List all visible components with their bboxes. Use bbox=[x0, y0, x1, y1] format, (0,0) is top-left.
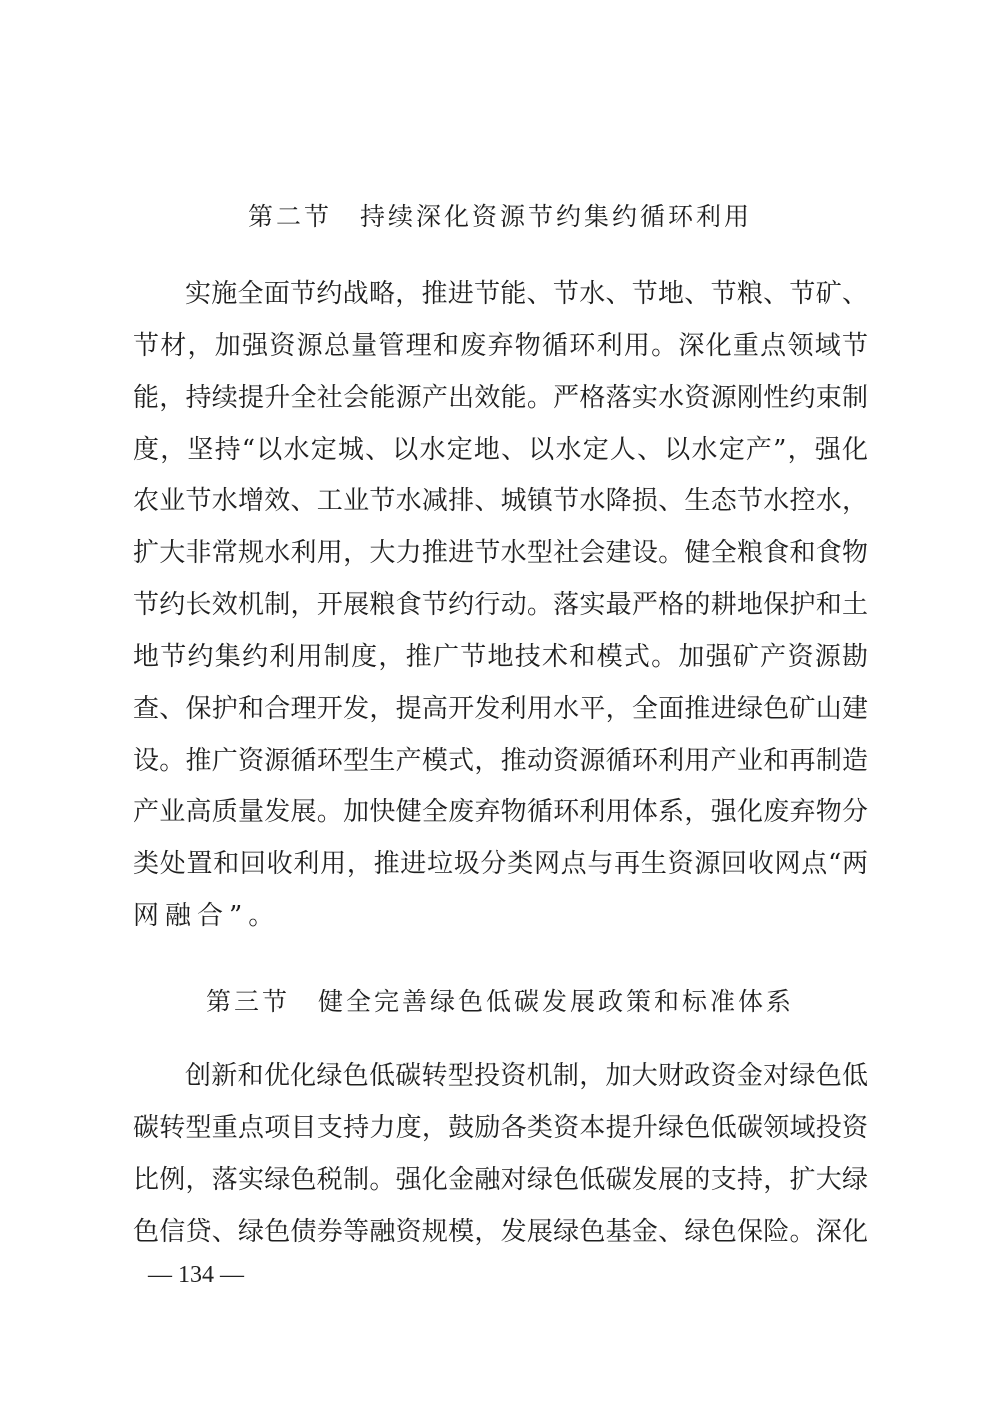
section-heading bbox=[0, 982, 1000, 1018]
text-line: 能，持续提升全社会能源产出效能。严格落实水资源刚性约束制 bbox=[133, 383, 868, 413]
text-line: 产业高质量发展。加快健全废弃物循环利用体系，强化废弃物分 bbox=[133, 797, 868, 827]
text-line: 设。推广资源循环型生产模式，推动资源循环利用产业和再制造 bbox=[133, 746, 868, 776]
text-line: 查、保护和合理开发，提高开发利用水平，全面推进绿色矿山建 bbox=[133, 694, 868, 724]
text-line: 度，坚持“以水定城、以水定地、以水定人、以水定产”，强化 bbox=[133, 435, 868, 465]
section-number: 第三节 bbox=[205, 987, 290, 1016]
section-heading bbox=[0, 197, 1000, 233]
text-line: 创新和优化绿色低碳转型投资机制，加大财政资金对绿色低 bbox=[185, 1061, 868, 1091]
text-line: 网融合”。 bbox=[133, 901, 281, 931]
section-title: 持续深化资源节约集约循环利用 bbox=[360, 202, 753, 231]
section-title: 健全完善绿色低碳发展政策和标准体系 bbox=[318, 987, 795, 1016]
text-line: 地节约集约利用制度，推广节地技术和模式。加强矿产资源勘 bbox=[133, 642, 868, 672]
text-line: 类处置和回收利用，推进垃圾分类网点与再生资源回收网点“两 bbox=[133, 849, 868, 879]
section-number: 第二节 bbox=[247, 202, 332, 231]
text-line: 碳转型重点项目支持力度，鼓励各类资本提升绿色低碳领域投资 bbox=[133, 1113, 868, 1143]
page-number: — 134 — bbox=[148, 1262, 244, 1288]
text-line: 农业节水增效、工业节水减排、城镇节水降损、生态节水控水， bbox=[133, 486, 868, 516]
text-line: 色信贷、绿色债券等融资规模，发展绿色基金、绿色保险。深化 bbox=[133, 1217, 868, 1247]
text-line: 比例，落实绿色税制。强化金融对绿色低碳发展的支持，扩大绿 bbox=[133, 1165, 868, 1195]
text-line: 实施全面节约战略，推进节能、节水、节地、节粮、节矿、 bbox=[185, 279, 868, 309]
text-line: 节材，加强资源总量管理和废弃物循环利用。深化重点领域节 bbox=[133, 331, 868, 361]
text-line: 节约长效机制，开展粮食节约行动。落实最严格的耕地保护和土 bbox=[133, 590, 868, 620]
text-line: 扩大非常规水利用，大力推进节水型社会建设。健全粮食和食物 bbox=[133, 538, 868, 568]
